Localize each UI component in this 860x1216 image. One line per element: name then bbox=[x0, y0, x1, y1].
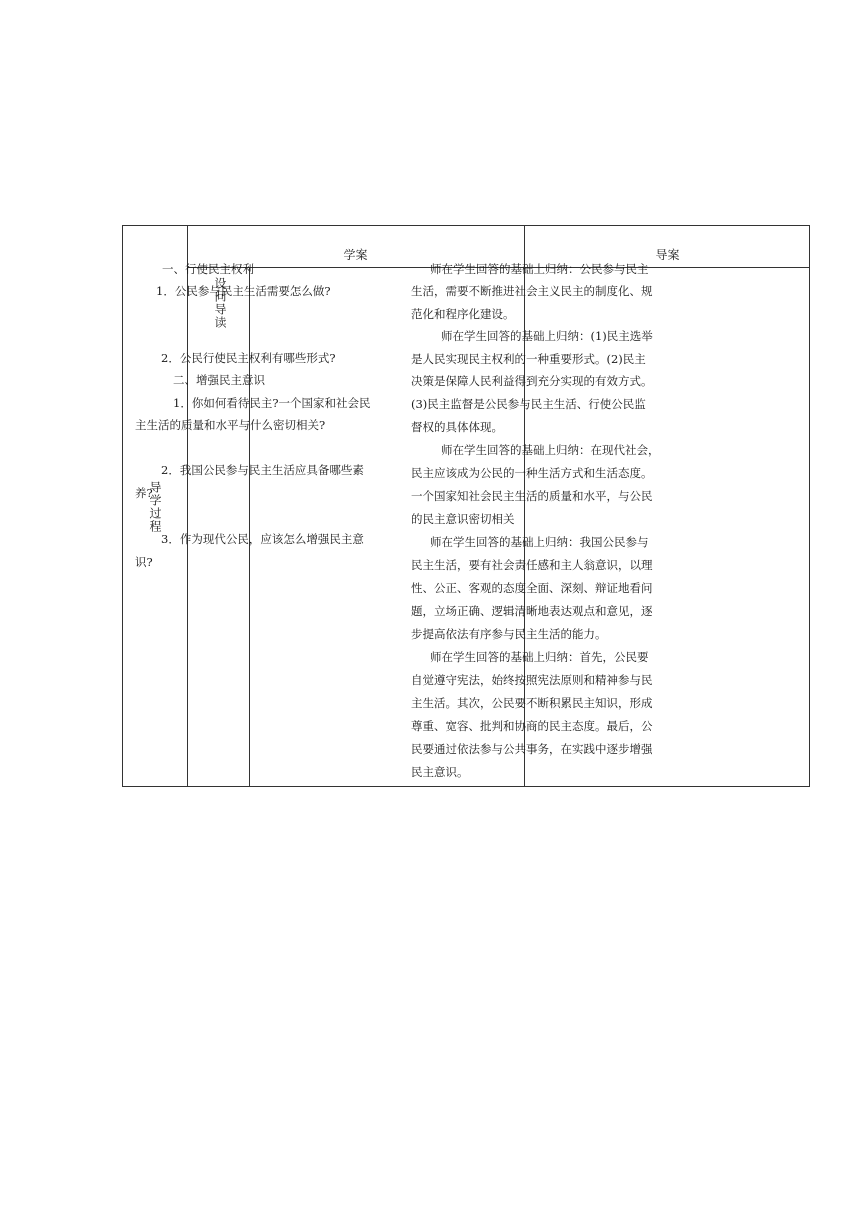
study-line: 3．作为现代公民，应该怎么增强民主意 bbox=[161, 532, 364, 546]
question-guide-label: 设问导读 bbox=[213, 277, 227, 329]
column-divider bbox=[249, 268, 250, 786]
guide-line: 师在学生回答的基础上归纳：在现代社会， bbox=[441, 443, 660, 457]
guide-line: 范化和程序化建设。 bbox=[411, 307, 515, 321]
guide-line: 民主意识。 bbox=[411, 765, 469, 779]
guide-line: 自觉遵守宪法，始终按照宪法原则和精神参与民 bbox=[411, 673, 653, 687]
guide-line: 决策是保障人民利益得到充分实现的有效方式。 bbox=[411, 374, 653, 388]
study-plan-header: 学案 bbox=[343, 248, 368, 262]
guide-line: 一个国家知社会民主生活的质量和水平，与公民 bbox=[411, 489, 653, 503]
guide-line: 是人民实现民主权利的一种重要形式。(2)民主 bbox=[411, 352, 646, 366]
guide-line: 生活，需要不断推进社会主义民主的制度化、规 bbox=[411, 284, 653, 298]
guide-line: (3)民主监督是公民参与民主生活、行使公民监 bbox=[411, 397, 646, 411]
study-line: 识? bbox=[135, 555, 153, 569]
guide-line: 的民主意识密切相关 bbox=[411, 512, 515, 526]
study-line: 养? bbox=[135, 486, 153, 500]
study-line: 主生活的质量和水平与什么密切相关? bbox=[135, 418, 326, 432]
guide-line: 师在学生回答的基础上归纳：公民参与民主 bbox=[430, 262, 649, 276]
study-line: 2．公民行使民主权利有哪些形式? bbox=[161, 351, 336, 365]
guide-line: 督权的具体体现。 bbox=[411, 420, 503, 434]
guide-line: 师在学生回答的基础上归纳：我国公民参与 bbox=[430, 535, 649, 549]
guide-plan-header: 导案 bbox=[655, 248, 680, 262]
study-line: 2．我国公民参与民主生活应具备哪些素 bbox=[161, 463, 364, 477]
process-label: 导学过程 bbox=[148, 481, 162, 533]
guide-line: 民主应该成为公民的一种生活方式和生活态度。 bbox=[411, 466, 653, 480]
column-divider bbox=[187, 226, 188, 786]
guide-line: 尊重、宽容、批判和协商的民主态度。最后，公 bbox=[411, 719, 653, 733]
study-line: 一、行使民主权利 bbox=[162, 262, 254, 276]
guide-line: 师在学生回答的基础上归纳：(1)民主选举 bbox=[441, 329, 653, 343]
guide-line: 民主生活，要有社会责任感和主人翁意识，以理 bbox=[411, 558, 653, 572]
guide-line: 民要通过依法参与公共事务，在实践中逐步增强 bbox=[411, 742, 653, 756]
guide-line: 性、公正、客观的态度全面、深刻、辩证地看问 bbox=[411, 581, 653, 595]
study-line: 1．你如何看待民主?一个国家和社会民 bbox=[173, 396, 371, 410]
guide-line: 主生活。其次，公民要不断积累民主知识，形成 bbox=[411, 696, 653, 710]
guide-line: 题，立场正确、逻辑清晰地表达观点和意见，逐 bbox=[411, 604, 653, 618]
guide-line: 师在学生回答的基础上归纳：首先，公民要 bbox=[430, 650, 649, 664]
study-line: 二、增强民主意识 bbox=[173, 373, 265, 387]
study-line: 1．公民参与民主生活需要怎么做? bbox=[156, 284, 331, 298]
lesson-plan-table bbox=[122, 225, 810, 787]
guide-line: 步提高依法有序参与民主生活的能力。 bbox=[411, 627, 607, 641]
